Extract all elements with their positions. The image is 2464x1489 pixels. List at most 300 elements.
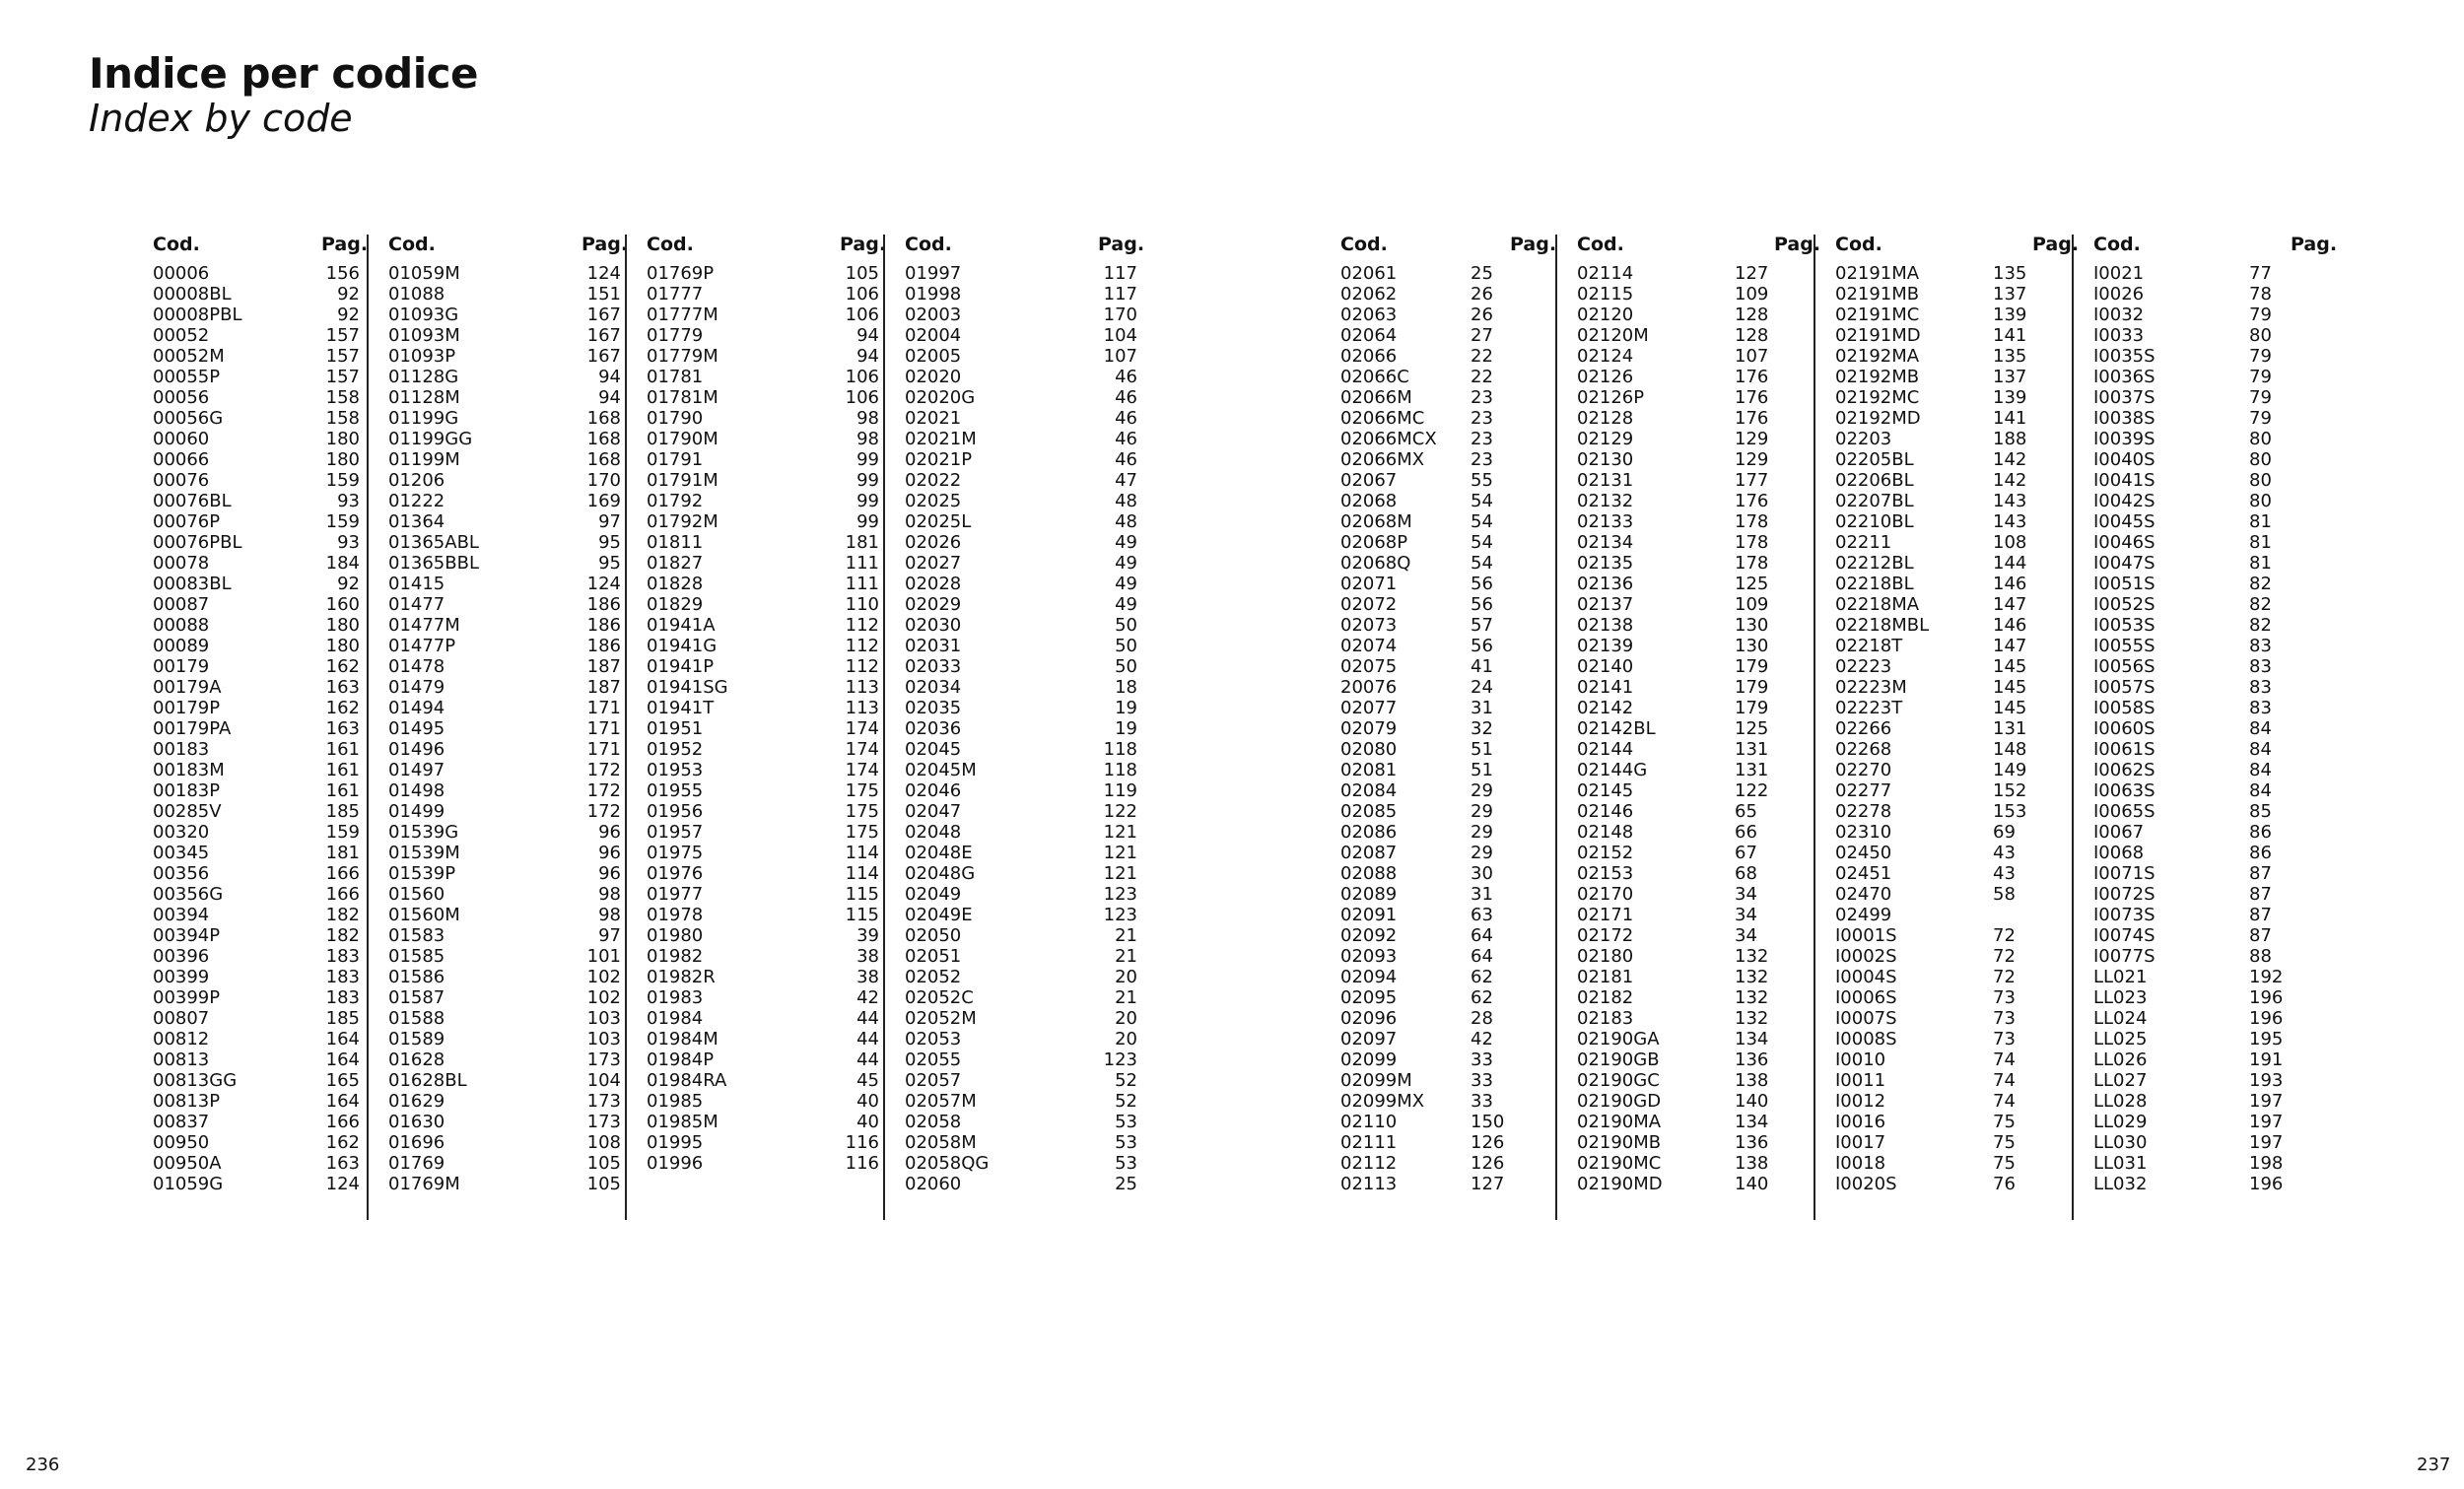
page-reference: 149 [1993,760,2027,780]
page-reference: 68 [1735,863,1757,884]
page-reference: 183 [325,967,360,987]
item-code: 01088 [388,284,445,305]
index-row [388,656,625,677]
page-reference: 135 [1993,263,2027,284]
page-reference: 175 [845,822,879,843]
index-row [647,532,883,553]
index-row [2093,553,2330,574]
item-code: 01477P [388,636,456,656]
index-row [1577,801,1814,822]
item-code: 02191MC [1835,305,1920,325]
page-reference: 94 [598,367,621,387]
item-code: 02050 [905,925,962,946]
item-code: 00399 [153,967,210,987]
index-row [1340,594,1577,615]
index-row [1340,470,1577,491]
index-row [1577,1132,1814,1153]
index-row [905,967,1141,987]
index-row [2093,698,2330,718]
item-code: 02210BL [1835,511,1914,532]
item-code: 02144G [1577,760,1648,780]
index-row [905,553,1141,574]
index-row [1577,594,1814,615]
item-code: 00179P [153,698,221,718]
index-row [2093,822,2330,843]
item-code: I0033 [2093,325,2145,346]
index-row [905,449,1141,470]
page-reference: 122 [1735,780,1769,801]
item-code: 02203 [1835,429,1892,449]
index-row [1835,387,2072,408]
item-code: 02153 [1577,863,1634,884]
page-reference: 129 [1735,449,1769,470]
page-reference: 96 [598,822,621,843]
page-reference: 136 [1735,1132,1769,1153]
item-code: 02066MCX [1340,429,1437,449]
index-row [1835,1070,2072,1091]
index-row [1835,408,2072,429]
item-code: 02048G [905,863,976,884]
page-reference: 49 [1115,532,1137,553]
page-reference: 98 [856,429,879,449]
page-reference: 124 [325,1174,360,1194]
page-reference: 117 [1103,263,1137,284]
item-code: I0020S [1835,1174,1897,1194]
page-reference: 28 [1471,1008,1493,1029]
index-row [647,987,883,1008]
page-reference: 127 [1471,1174,1505,1194]
page-reference: 197 [2249,1091,2284,1112]
index-row [905,1112,1141,1132]
item-code: 02025 [905,491,962,511]
item-code: 01955 [647,780,704,801]
item-code: 01059G [153,1174,224,1194]
item-code: I0037S [2093,387,2156,408]
page-reference: 137 [1993,284,2027,305]
page-reference: 132 [1735,946,1769,967]
page-reference: 139 [1993,305,2027,325]
page-reference: 62 [1471,987,1493,1008]
item-code: 01560M [388,905,460,925]
item-code: 00183P [153,780,221,801]
item-code: 00179A [153,677,222,698]
page-column-header: Pag. [840,234,887,255]
index-row [1835,346,2072,367]
item-code: 02099 [1340,1049,1398,1070]
item-code: 01587 [388,987,445,1008]
index-row [1835,946,2072,967]
index-row [647,429,883,449]
index-row [153,780,365,801]
item-code: 01495 [388,718,445,739]
item-code: I0016 [1835,1112,1886,1132]
item-code: 02071 [1340,574,1398,594]
item-code: 00345 [153,843,210,863]
page-reference: 157 [325,325,360,346]
item-code: 02190GA [1577,1029,1660,1049]
item-code: I0060S [2093,718,2156,739]
page-reference: 184 [325,553,360,574]
item-code: I0017 [1835,1132,1886,1153]
index-row [1340,449,1577,470]
page-reference: 164 [325,1049,360,1070]
index-row [153,1008,365,1029]
page-reference: 105 [845,263,879,284]
page-reference: 104 [1103,325,1137,346]
index-row [1577,429,1814,449]
index-row [1340,367,1577,387]
index-row [1835,698,2072,718]
index-row [1835,511,2072,532]
index-row [388,843,625,863]
page-reference: 79 [2249,346,2272,367]
page-reference: 101 [586,946,621,967]
index-row [2093,1174,2330,1194]
page-reference: 174 [845,760,879,780]
index-row [153,263,365,284]
page-reference: 54 [1471,511,1493,532]
item-code: 01093M [388,325,460,346]
page-reference: 106 [845,367,879,387]
page-column-header: Pag. [1510,234,1557,255]
page-reference: 112 [845,615,879,636]
index-row [2093,263,2330,284]
item-code: 01983 [647,987,704,1008]
index-row [1340,325,1577,346]
item-code: LL026 [2093,1049,2148,1070]
item-code: 02073 [1340,615,1398,636]
index-row [153,511,365,532]
page-reference: 181 [845,532,879,553]
page-reference: 163 [325,677,360,698]
page-reference: 86 [2249,843,2272,863]
index-row [153,470,365,491]
index-row [153,636,365,656]
item-code: 01996 [647,1153,704,1174]
page-reference: 99 [856,449,879,470]
item-code: 02218MA [1835,594,1920,615]
index-row [2093,967,2330,987]
item-code: 02025L [905,511,972,532]
page-reference: 187 [586,677,621,698]
index-row [1577,677,1814,698]
page-reference: 175 [845,780,879,801]
item-code: 02180 [1577,946,1634,967]
index-row [2093,449,2330,470]
item-code: 02111 [1340,1132,1398,1153]
index-row [388,698,625,718]
page-reference: 176 [1735,491,1769,511]
page-reference: 166 [325,884,360,905]
page-reference: 166 [325,863,360,884]
page-reference: 127 [1735,263,1769,284]
page-reference: 178 [1735,553,1769,574]
index-row [1577,346,1814,367]
page-column-header: Pag. [321,234,369,255]
item-code: 02170 [1577,884,1634,905]
page-reference: 180 [325,429,360,449]
item-code: 01496 [388,739,445,760]
page-reference: 83 [2249,677,2272,698]
item-code: 02004 [905,325,962,346]
item-code: LL032 [2093,1174,2148,1194]
item-code: 01222 [388,491,445,511]
item-code: 02120 [1577,305,1634,325]
page-reference: 107 [1103,346,1137,367]
index-row [647,1153,883,1174]
index-row [2093,987,2330,1008]
index-row [647,1112,883,1132]
page-reference: 58 [1993,884,2016,905]
item-code: 00087 [153,594,210,615]
index-column [883,234,1145,1220]
page-reference: 162 [325,698,360,718]
item-code: 00356 [153,863,210,884]
page-reference: 21 [1115,925,1137,946]
index-row [2093,656,2330,677]
index-row [153,325,365,346]
index-row [2093,843,2330,863]
index-row [647,470,883,491]
item-code: 02133 [1577,511,1634,532]
page-reference: 87 [2249,925,2272,946]
index-row [153,574,365,594]
page-reference: 79 [2249,305,2272,325]
page-reference: 168 [586,408,621,429]
page-reference: 181 [325,843,360,863]
page-reference: 132 [1735,967,1769,987]
item-code: 00056 [153,387,210,408]
page-reference: 164 [325,1091,360,1112]
page-reference: 22 [1471,346,1493,367]
item-code: 02031 [905,636,962,656]
item-code: 01586 [388,967,445,987]
index-row [647,367,883,387]
index-row [153,1153,365,1174]
index-row [388,884,625,905]
index-row [1340,1008,1577,1029]
page-reference: 109 [1735,594,1769,615]
page-reference: 48 [1115,511,1137,532]
index-row [1340,284,1577,305]
item-code: 02124 [1577,346,1634,367]
item-code: 01128M [388,387,460,408]
item-code: 02145 [1577,780,1634,801]
item-code: 01984M [647,1029,719,1049]
item-code: LL030 [2093,1132,2148,1153]
index-row [905,574,1141,594]
page-reference: 94 [856,325,879,346]
page-reference: 159 [325,470,360,491]
index-row [153,656,365,677]
index-row [153,698,365,718]
index-row [153,843,365,863]
item-code: 01951 [647,718,704,739]
page-reference: 98 [598,905,621,925]
index-row [905,760,1141,780]
index-row [153,822,365,843]
item-code: 02047 [905,801,962,822]
page-reference: 124 [586,574,621,594]
index-row [1577,553,1814,574]
page-reference: 143 [1993,491,2027,511]
index-row [905,1132,1141,1153]
index-row [1340,656,1577,677]
item-code: 02058QG [905,1153,990,1174]
page-reference: 50 [1115,636,1137,656]
item-code: I0040S [2093,449,2156,470]
item-code: 00812 [153,1029,210,1049]
index-row [1340,553,1577,574]
index-row [2093,511,2330,532]
index-row [1577,1091,1814,1112]
item-code: 01998 [905,284,962,305]
item-code: 01956 [647,801,704,822]
page-reference: 29 [1471,822,1493,843]
page-reference: 145 [1993,698,2027,718]
item-code: 02132 [1577,491,1634,511]
item-code: I0036S [2093,367,2156,387]
page-reference: 167 [586,325,621,346]
page-reference: 65 [1735,801,1757,822]
index-row [905,863,1141,884]
page-reference: 123 [1103,1049,1137,1070]
item-code: 02021P [905,449,973,470]
index-column [1555,234,1821,1220]
page-reference: 40 [856,1091,879,1112]
page-reference: 193 [2249,1070,2284,1091]
index-row [905,470,1141,491]
item-code: 02046 [905,780,962,801]
page-reference: 80 [2249,325,2272,346]
item-code: 02181 [1577,967,1634,987]
page-reference: 23 [1471,429,1493,449]
page-reference: 182 [325,925,360,946]
item-code: 02218BL [1835,574,1914,594]
page-reference: 99 [856,511,879,532]
page-reference: 188 [1993,429,2027,449]
item-code: 02074 [1340,636,1398,656]
index-row [1835,656,2072,677]
page-reference: 78 [2249,284,2272,305]
index-row [1835,1091,2072,1112]
page-reference: 84 [2249,780,2272,801]
item-code: 02134 [1577,532,1634,553]
item-code: 01477M [388,615,460,636]
page-reference: 121 [1103,843,1137,863]
item-code: 00076 [153,470,210,491]
page-reference: 96 [598,863,621,884]
item-code: I0077S [2093,946,2156,967]
item-code: 02223T [1835,698,1903,718]
item-code: 01585 [388,946,445,967]
index-row [1340,1112,1577,1132]
item-code: 02470 [1835,884,1892,905]
item-code: 02218MBL [1835,615,1930,636]
item-code: I0039S [2093,429,2156,449]
page-reference: 57 [1471,615,1493,636]
index-row [905,884,1141,905]
index-row [1340,884,1577,905]
page-reference: 173 [586,1112,621,1132]
item-code: 02128 [1577,408,1634,429]
page-reference: 104 [586,1070,621,1091]
page-reference: 146 [1993,574,2027,594]
index-row [647,946,883,967]
index-row [388,511,625,532]
page-reference: 66 [1735,822,1757,843]
item-code: 00088 [153,615,210,636]
index-row [647,863,883,884]
item-code: LL023 [2093,987,2148,1008]
item-code: 01828 [647,574,704,594]
page-reference: 92 [337,305,360,325]
index-row [905,1091,1141,1112]
page-subtitle: Index by code [89,97,353,140]
index-row [2093,574,2330,594]
item-code: 02270 [1835,760,1892,780]
page-reference: 196 [2249,987,2284,1008]
code-column-header: Cod. [1577,234,1624,255]
item-code: 02126 [1577,367,1634,387]
item-code: 00076PBL [153,532,242,553]
item-code: 02067 [1340,470,1398,491]
page-reference: 139 [1993,387,2027,408]
item-code: 02144 [1577,739,1634,760]
page-reference: 55 [1471,470,1493,491]
index-row [647,346,883,367]
index-row [1835,884,2072,905]
page-reference: 197 [2249,1132,2284,1153]
page-reference: 178 [1735,532,1769,553]
index-row [388,1091,625,1112]
page-reference: 131 [1735,739,1769,760]
item-code: 02084 [1340,780,1398,801]
item-code: 02211 [1835,532,1892,553]
item-code: 02192MC [1835,387,1920,408]
item-code: 02192MA [1835,346,1920,367]
index-row [647,739,883,760]
page-reference: 95 [598,532,621,553]
item-code: 02206BL [1835,470,1914,491]
page-reference: 43 [1993,843,2016,863]
index-row [2093,905,2330,925]
index-row [647,408,883,429]
index-row [905,801,1141,822]
item-code: 02207BL [1835,491,1914,511]
page-reference: 46 [1115,367,1137,387]
index-row [1577,1070,1814,1091]
index-row [1340,987,1577,1008]
index-row [388,1153,625,1174]
page-reference: 103 [586,1029,621,1049]
page-reference: 50 [1115,615,1137,636]
item-code: 00078 [153,553,210,574]
index-row [1340,346,1577,367]
index-row [2093,636,2330,656]
page-reference: 138 [1735,1153,1769,1174]
item-code: 01781 [647,367,704,387]
item-code: I0062S [2093,760,2156,780]
index-row [2093,408,2330,429]
index-row [1340,1174,1577,1194]
item-code: 01477 [388,594,445,615]
page-reference: 44 [856,1049,879,1070]
page-reference: 159 [325,822,360,843]
index-row [1577,449,1814,470]
item-code: 02057M [905,1091,977,1112]
item-code: 02190GC [1577,1070,1660,1091]
